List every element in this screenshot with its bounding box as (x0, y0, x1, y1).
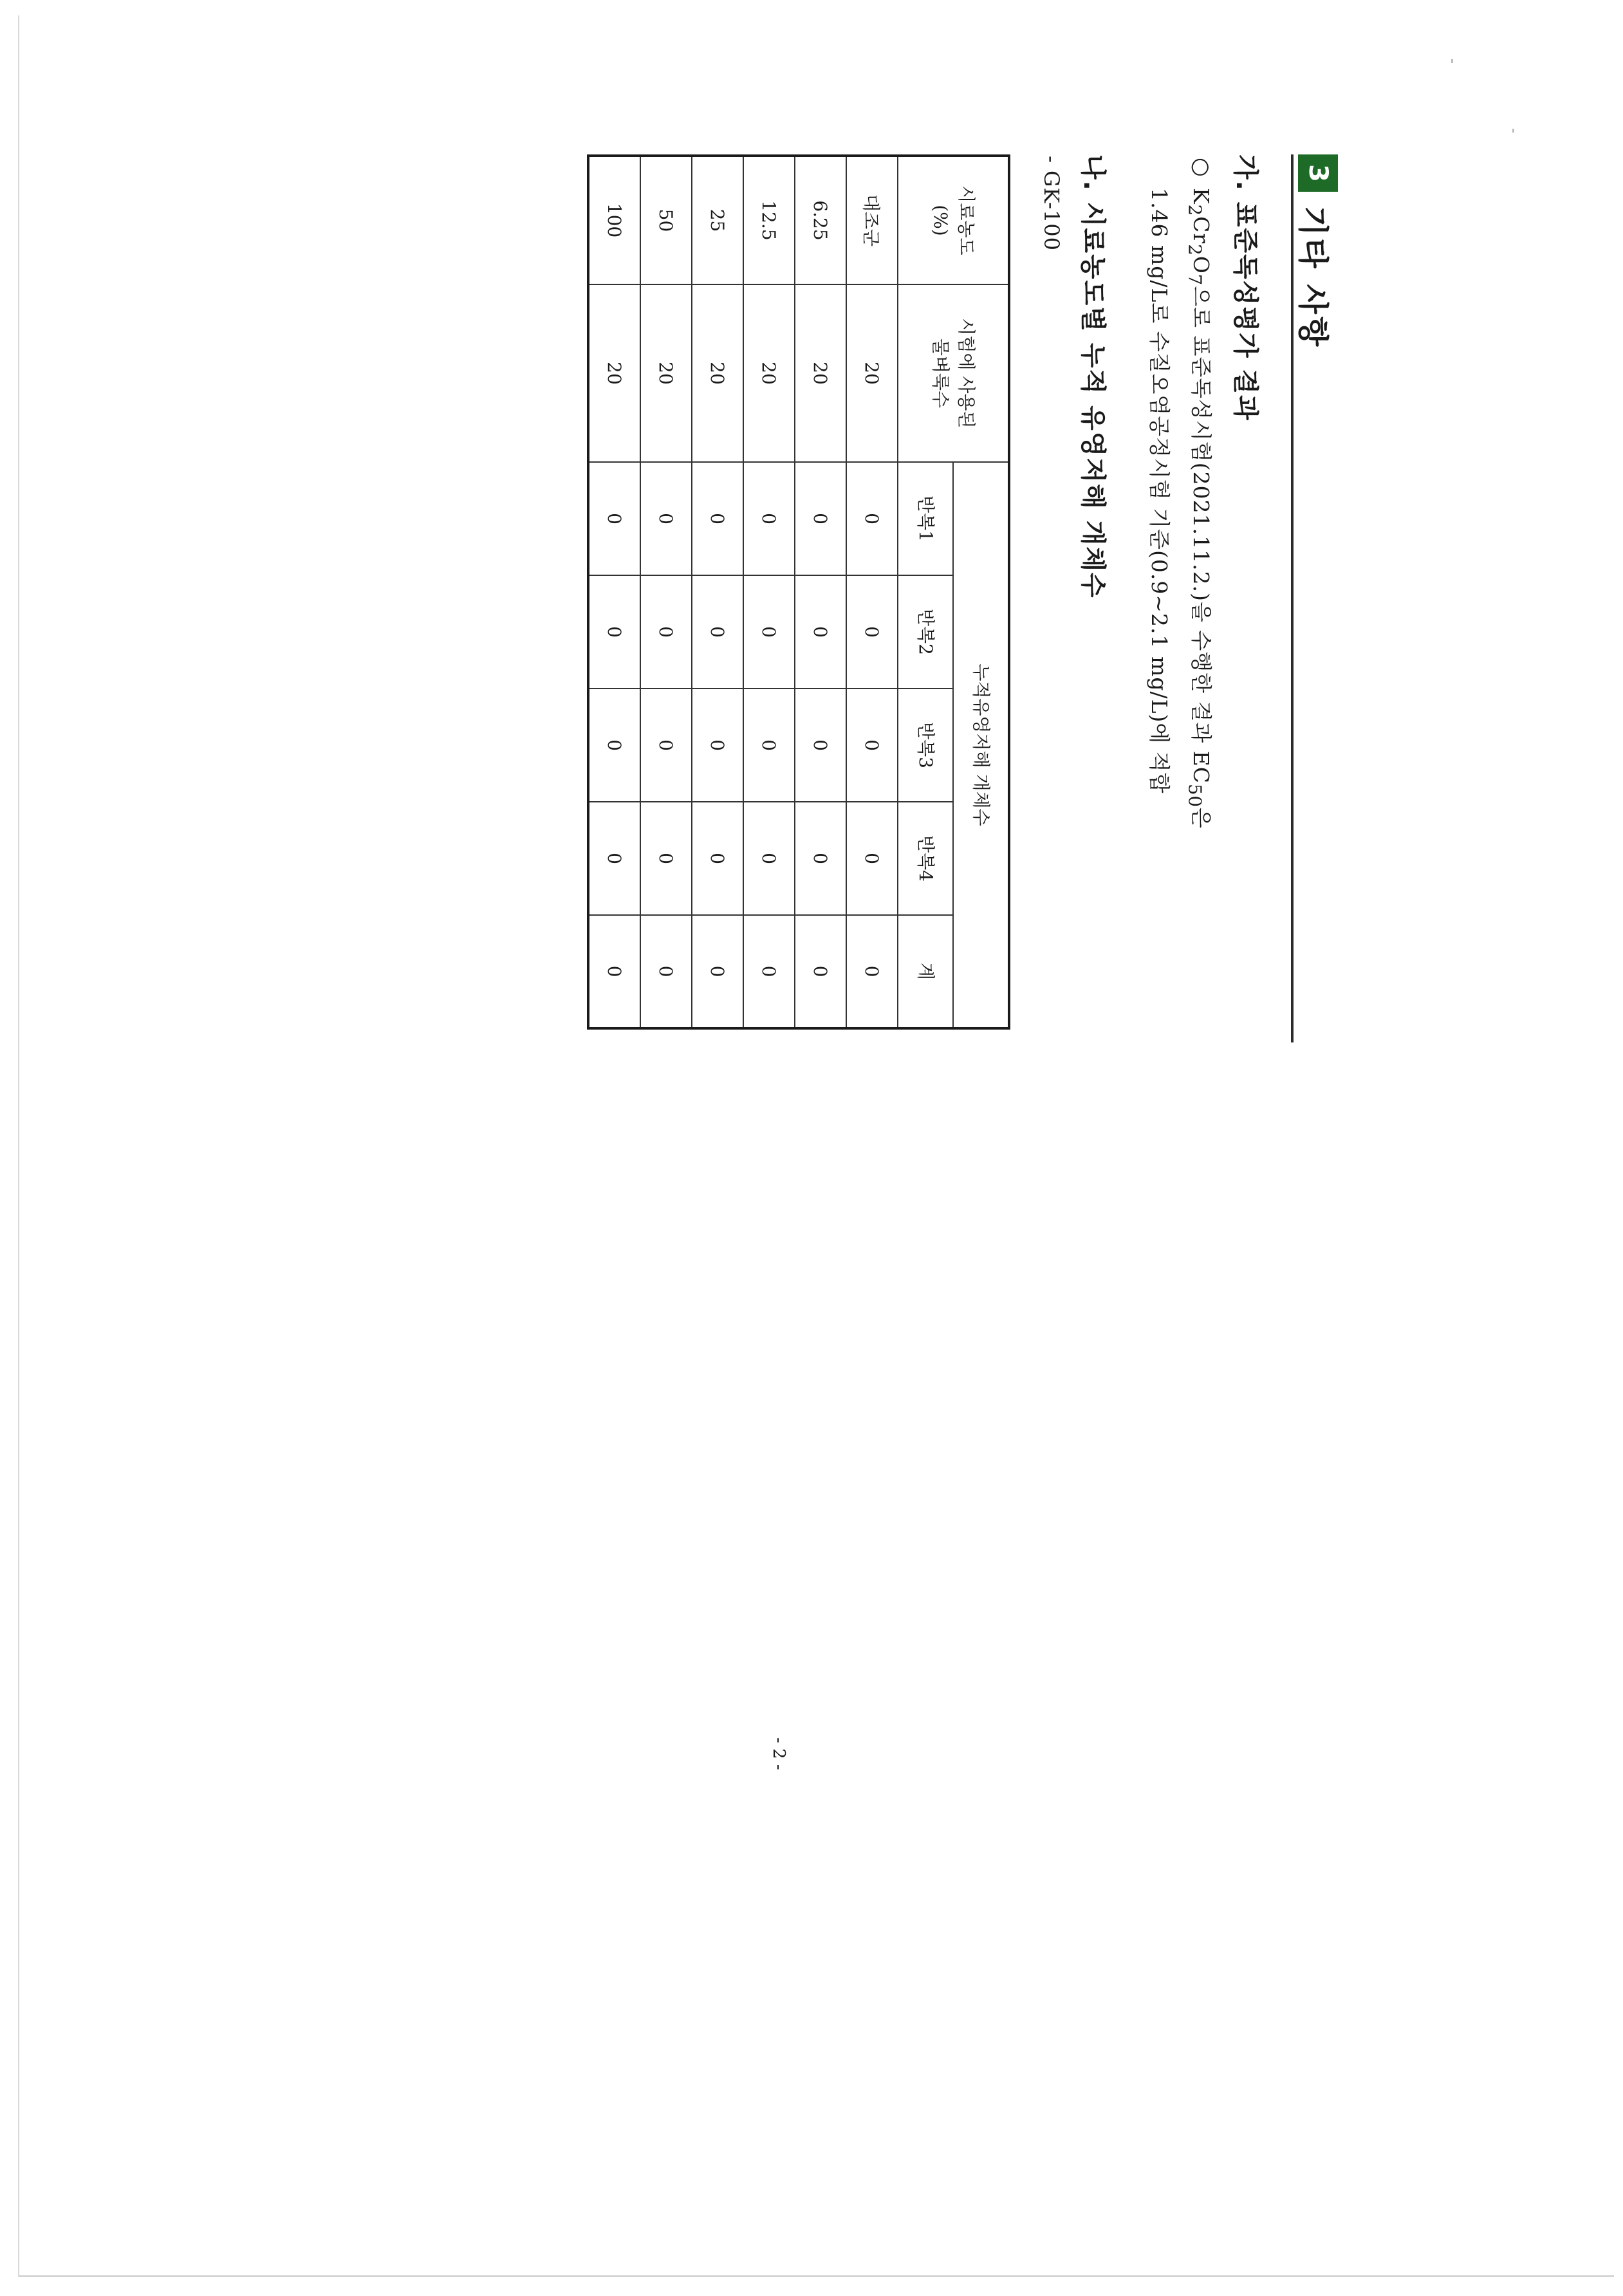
header-daphnia-line-2: 물벼룩수 (930, 338, 951, 409)
scan-speck (1451, 59, 1453, 63)
cell-rep1: 0 (743, 462, 795, 575)
cell-daphnia-count: 20 (795, 284, 846, 462)
result-text-line-2: 1.46 mg/L로 수질오염공정시험 기준(0.9~2.1 mg/L)에 적합 (1147, 188, 1172, 794)
cell-total: 0 (640, 915, 692, 1028)
cell-concentration: 100 (588, 156, 640, 284)
cell-rep4: 0 (743, 802, 795, 915)
cell-total: 0 (692, 915, 743, 1028)
cumulative-inhibition-table (587, 154, 1010, 1030)
table-row (795, 156, 846, 1028)
cell-daphnia-count: 20 (692, 284, 743, 462)
cell-concentration: 50 (640, 156, 692, 284)
header-rep2: 반복2 (898, 575, 953, 689)
cell-daphnia-count: 20 (640, 284, 692, 462)
cell-total: 0 (743, 915, 795, 1028)
header-concentration-label: 시료농도 (956, 185, 977, 255)
cell-rep3: 0 (588, 689, 640, 802)
cell-rep1: 0 (795, 462, 846, 575)
cell-rep2: 0 (743, 575, 795, 689)
cell-concentration: 12.5 (743, 156, 795, 284)
cell-daphnia-count: 20 (846, 284, 898, 462)
cell-rep3: 0 (640, 689, 692, 802)
document-page-content (492, 154, 1342, 1770)
section-header (1291, 154, 1342, 1042)
cell-rep2: 0 (640, 575, 692, 689)
header-daphnia-count (898, 284, 1009, 462)
sample-name: - GK-100 (1039, 156, 1064, 252)
header-cumulative-inhibition: 누적유영저해 개체수 (953, 462, 1009, 1028)
result-text-line-1: $K_2Cr_2O_7$으로 표준독성시험(2021.11.2.)을 수행한 결과 $EC_{50}$은 (1184, 188, 1214, 829)
page-number: - 2 - (769, 1737, 788, 1770)
table-row (743, 156, 795, 1028)
header-rep4: 반복4 (898, 802, 953, 915)
header-rep1: 반복1 (898, 462, 953, 575)
table-row (692, 156, 743, 1028)
cell-concentration: 6.25 (795, 156, 846, 284)
cell-rep4: 0 (588, 802, 640, 915)
cell-rep1: 0 (846, 462, 898, 575)
header-concentration (898, 156, 1009, 284)
cell-concentration: 대조군 (846, 156, 898, 284)
subsection-b-title: 나. 시료농도별 누적 유영저해 개체수 (1078, 154, 1108, 599)
table-row (640, 156, 692, 1028)
cell-rep3: 0 (795, 689, 846, 802)
header-daphnia-line-1: 시험에 사용된 (956, 318, 977, 429)
cell-rep2: 0 (588, 575, 640, 689)
bullet-marker: ○ (1189, 158, 1214, 177)
scan-speck (1512, 129, 1514, 133)
cell-rep1: 0 (588, 462, 640, 575)
cell-rep4: 0 (846, 802, 898, 915)
cell-rep2: 0 (795, 575, 846, 689)
cell-rep2: 0 (846, 575, 898, 689)
cell-rep3: 0 (743, 689, 795, 802)
cell-rep3: 0 (846, 689, 898, 802)
cell-rep4: 0 (795, 802, 846, 915)
cell-rep1: 0 (692, 462, 743, 575)
section-number: 3 (1298, 154, 1338, 192)
table-header-row (953, 156, 1009, 1028)
cell-total: 0 (795, 915, 846, 1028)
header-total: 계 (898, 915, 953, 1028)
cell-rep1: 0 (640, 462, 692, 575)
cell-total: 0 (846, 915, 898, 1028)
table-row (588, 156, 640, 1028)
table-row (846, 156, 898, 1028)
header-concentration-unit: (%) (930, 205, 951, 236)
cell-rep2: 0 (692, 575, 743, 689)
section-title: 기타 사항 (1295, 206, 1331, 349)
cell-daphnia-count: 20 (588, 284, 640, 462)
cell-concentration: 25 (692, 156, 743, 284)
cell-daphnia-count: 20 (743, 284, 795, 462)
cell-rep4: 0 (640, 802, 692, 915)
header-rep3: 반복3 (898, 689, 953, 802)
cell-rep4: 0 (692, 802, 743, 915)
subsection-a-title: 가. 표준독성평가 결과 (1230, 154, 1260, 421)
cell-rep3: 0 (692, 689, 743, 802)
cell-total: 0 (588, 915, 640, 1028)
